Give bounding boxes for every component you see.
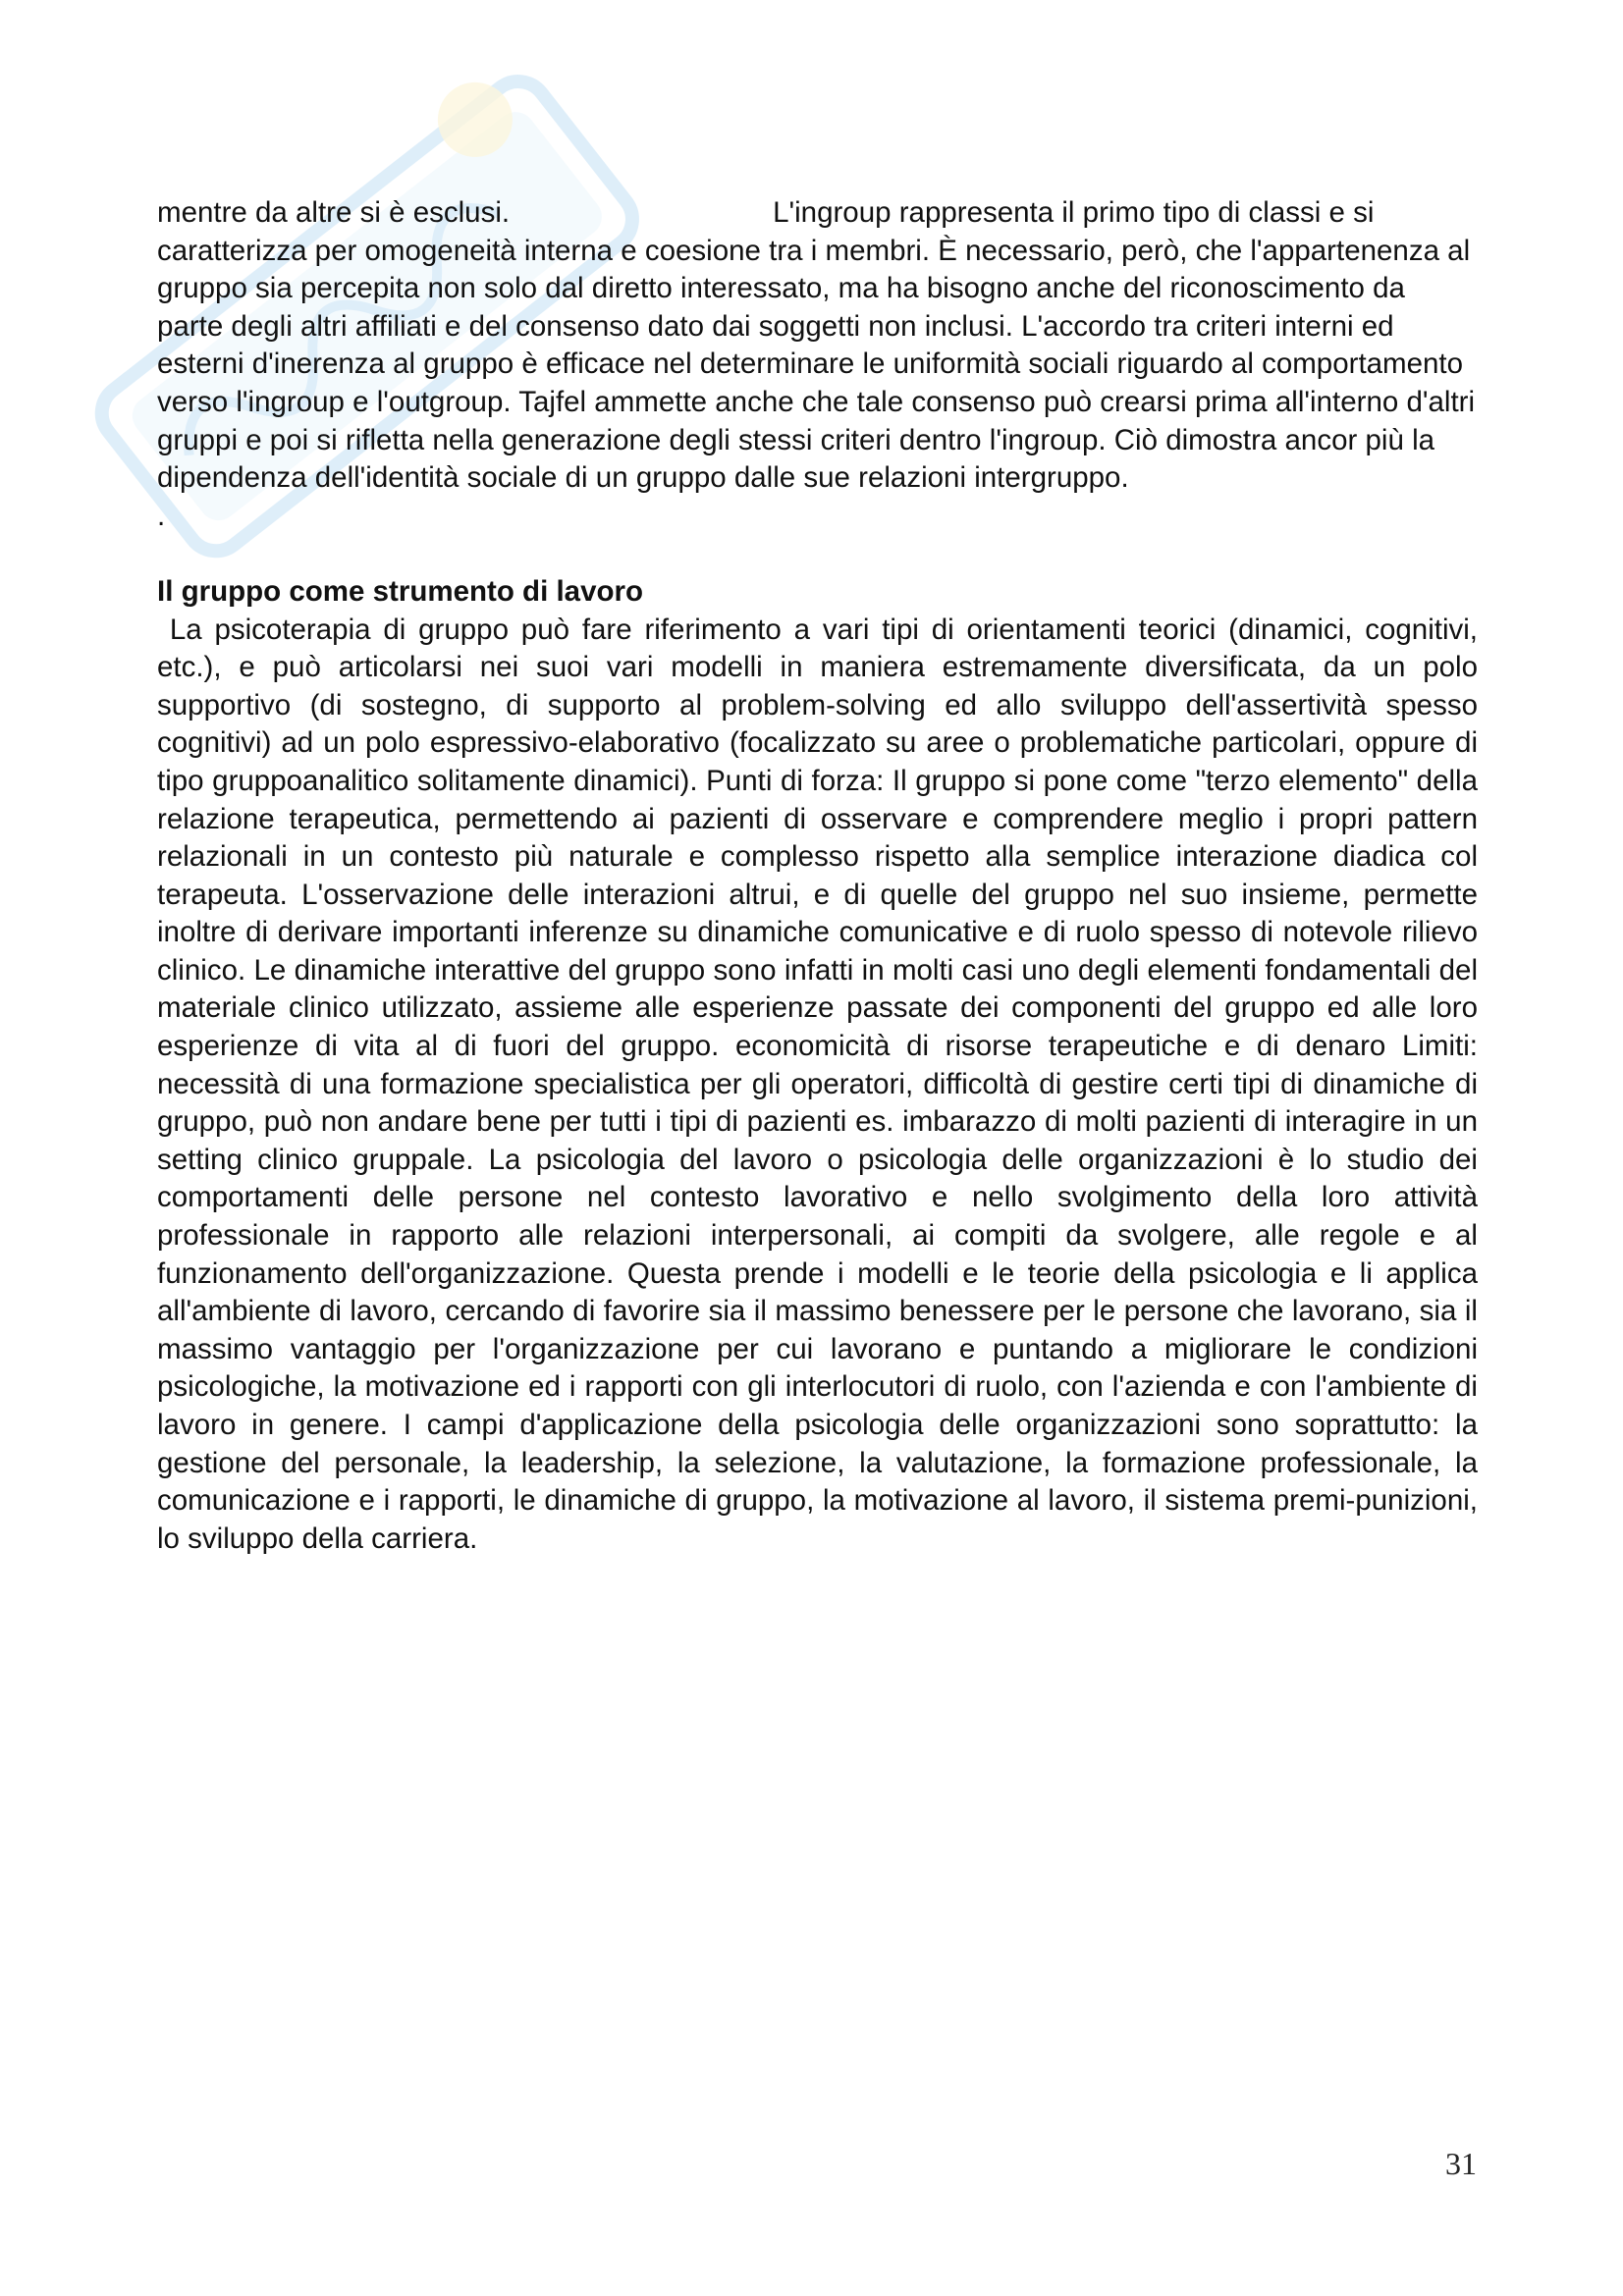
intro-rest: e si caratterizza per omogeneità interna e coesione tra i membri. È necessario, però, che l'appartenenza al gruppo sia percepita non solo dal diretto interessato, ma ha bisogno anche del riconoscimento da parte degli altri affiliati e del consenso dato dai soggetti non inclusi. L'accordo tra criteri interni ed esterni d'inerenza al gruppo è efficace nel determinare le uniformità sociali riguardo al comportamento verso l'ingroup e l'outgroup. Tajfel ammette anche che tale consenso può crearsi prima all'interno d'altri gruppi e poi si rifletta nella generazione degli stessi criteri dentro l'ingroup. Ciò dimostra ancor più la dipendenza dell'identità sociale di un gruppo dalle sue relazioni intergruppo.: [157, 196, 1476, 495]
section-body: [157, 612, 1478, 1559]
document-body: [157, 194, 1478, 1558]
page-number: 31: [1445, 2146, 1477, 2181]
section-body-text: La psicoterapia di gruppo può fare riferimento a vari tipi di orientamenti teorici (dinamici, cognitivi, etc.), e può articolarsi nei suoi vari modelli in maniera estremamente diversificata, da un polo supportivo (di sostegno, di supporto al problem-solving ed allo sviluppo dell'assertività spesso cognitivi) ad un polo espressivo-elaborativo (focalizzato su aree o problematiche particolari, oppure di tipo gruppoanalitico solitamente dinamici). Punti di forza: Il gruppo si pone come "terzo elemento" della relazione terapeutica, permettendo ai pazienti di osservare e comprendere meglio i propri pattern relazionali in un contesto più naturale e complesso rispetto alla semplice interazione diadica col terapeuta. L'osservazione delle interazioni altrui, e di quelle del gruppo nel suo insieme, permette inoltre di derivare importanti inferenze su dinamiche comunicative e di ruolo spesso di notevole rilievo clinico. Le dinamiche interattive del gruppo sono infatti in molti casi uno degli elementi fondamentali del materiale clinico utilizzato, assieme alle esperienze passate dei componenti del gruppo ed alle loro esperienze di vita al di fuori del gruppo. economicità di risorse terapeutiche e di denaro Limiti: necessità di una formazione specialistica per gli operatori, difficoltà di gestire certi tipi di dinamiche di gruppo, può non andare bene per tutti i tipi di pazienti es. imbarazzo di molti pazienti di interagire in un setting clinico gruppale. La psicologia del lavoro o psicologia delle organizzazioni è lo studio dei comportamenti delle persone nel contesto lavorativo e nello svolgimento della loro attività professionale in rapporto alle relazioni interpersonali, ai compiti da svolgere, alle regole e al funzionamento dell'organizzazione. Questa prende i modelli e le teorie della psicologia e li applica all'ambiente di lavoro, cercando di favorire sia il massimo benessere per le persone che lavorano, sia il massimo vantaggio per l'organizzazione per cui lavorano e puntando a migliorare le condizioni psicologiche, la motivazione ed i rapporti con gli interlocutori di ruolo, con l'azienda e con l'ambiente di lavoro in genere. I campi d'applicazione della psicologia delle organizzazioni sono soprattutto: la gestione del personale, la leadership, la selezione, la valutazione, la formazione professionale, la comunicazione e i rapporti, le dinamiche di gruppo, la motivazione al lavoro, il sistema premi-punizioni, lo sviluppo della carriera.: [157, 613, 1478, 1555]
stray-dot: .: [157, 499, 166, 532]
intro-first-left: mentre da altre si è esclusi.: [157, 196, 511, 229]
intro-first-right: L'ingroup rappresenta il primo tipo di classi: [773, 196, 1322, 229]
intro-paragraph: [157, 194, 1478, 498]
section-heading: Il gruppo come strumento di lavoro: [157, 574, 643, 608]
